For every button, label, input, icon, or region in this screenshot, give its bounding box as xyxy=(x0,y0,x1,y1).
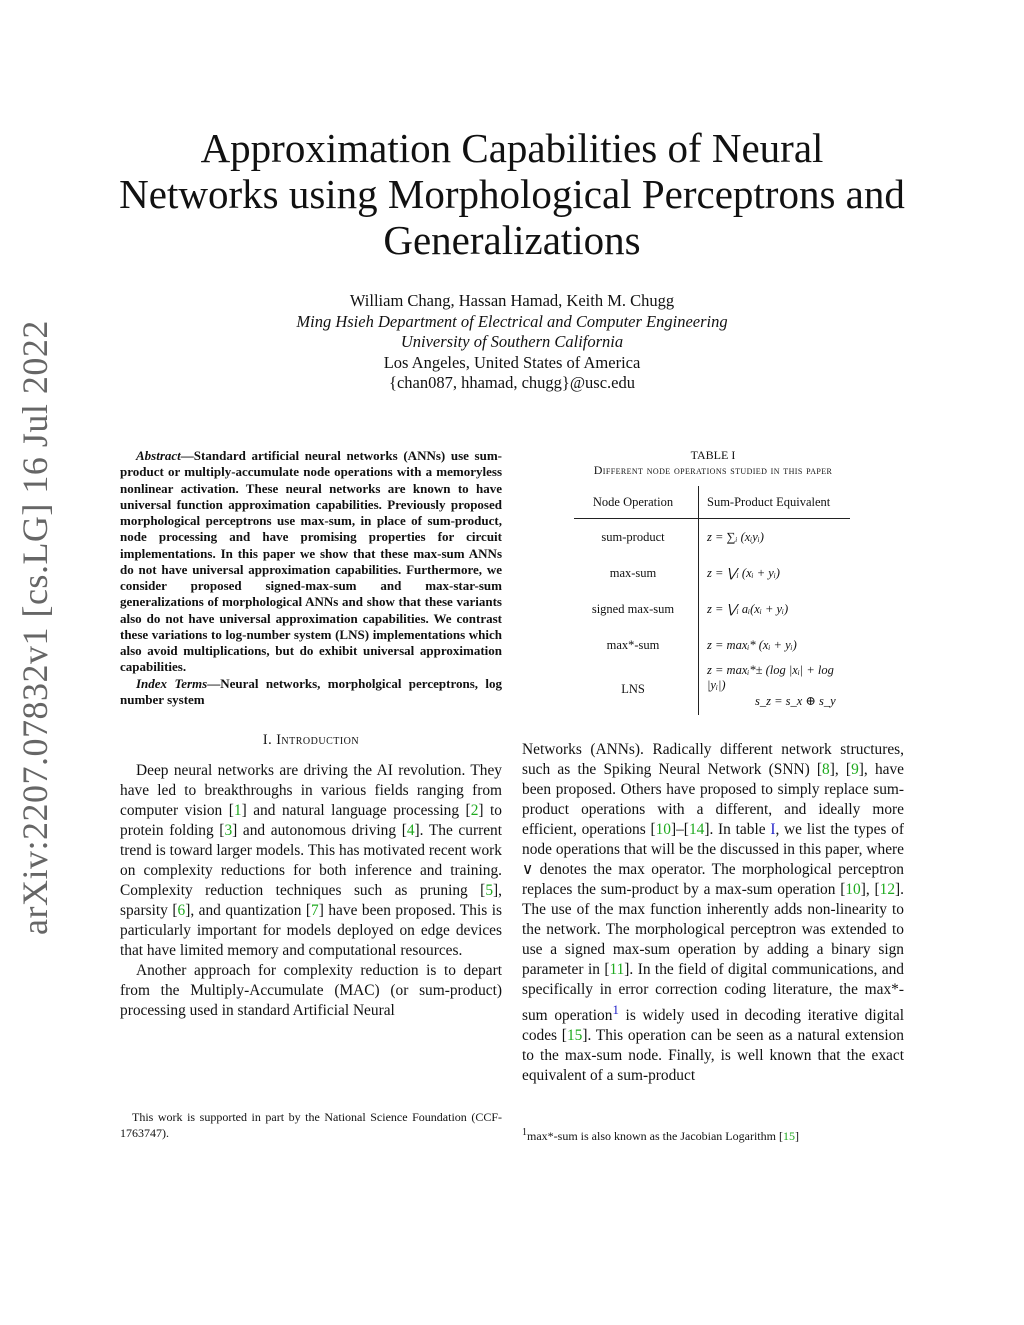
citation-link[interactable]: 5 xyxy=(485,882,494,899)
footnote-jacobian: $^1$max*-sum is also known as the Jacobian Logarithm [15] xyxy=(522,1127,799,1143)
footnote-marker-link[interactable]: 1 xyxy=(612,1003,619,1017)
citation-link[interactable]: 10 xyxy=(845,881,861,898)
lns-equation-line: z = maxᵢ*± (log |xᵢ| + log |yᵢ|) xyxy=(707,663,834,692)
table-title: Different node operations studied in this paper xyxy=(593,463,833,477)
citation-link[interactable]: 6 xyxy=(177,902,186,919)
index-terms-label: Index Terms xyxy=(136,675,208,691)
intro-body xyxy=(120,761,502,1021)
table-header-cell: Sum-Product Equivalent xyxy=(698,486,850,518)
citation-link[interactable]: 15 xyxy=(566,1027,583,1045)
author-emails[interactable]: {chan087, hhamad, chugg}@usc.edu xyxy=(389,373,635,392)
abstract-text: —Standard artificial neural networks (ANNs) use sum-product or multiply-accumulate node operations with a memoryless nonlinear activation. These neural networks are known to have universal function approximation capabilities. Previously proposed morphological perceptrons use max-sum, in place of sum-product, node processing and have promising properties for circuit implementations. In this paper we show that these max-sum ANNs do not have universal approximation capabilities. Furthermore, we consider proposed signed-max-sum and max-star-sum generalizations of morphological ANNs and show that these variants also do not have universal approximation capabilities. We contrast these variations to log-number system (LNS) implementations which also avoid multiplications, but do exhibit universal approximation capabilities. xyxy=(120,448,502,675)
citation-link[interactable]: 11 xyxy=(609,961,625,978)
citation-link[interactable]: 2 xyxy=(470,802,479,819)
title-line: Generalizations xyxy=(383,217,641,263)
title-line: Networks using Morphological Perceptrons and xyxy=(119,171,905,217)
section-heading-introduction xyxy=(120,732,502,749)
table-row xyxy=(574,627,850,663)
arxiv-identifier: arXiv:2207.07832v1 [cs.LG] 16 Jul 2022 xyxy=(15,320,55,935)
lns-sign-line: s_z = s_x ⊕ s_y xyxy=(755,694,836,708)
citation-link[interactable]: 3 xyxy=(224,822,233,839)
table-cell-operation: LNS xyxy=(621,681,645,696)
abstract xyxy=(120,448,502,708)
table-row xyxy=(574,591,850,627)
intro-paragraph-2: Another approach for complexity reduction is to depart from the Multiply-Accumulate (MAC) (or sum-product) processing used in standard Artificial Neural xyxy=(120,962,502,1019)
right-paragraph: Networks (ANNs). Radically different network structures, such as the Spiking Neural Network (SNN) [8], [9], have been proposed. Others have proposed to simply replace sum-product operations with a different, and ideally more efficient, operations [10]–[14]. In table I, we list the types of node operations that will be the discussed in this paper, where ∨ denotes the max operator. The morphological perceptron replaces the sum-product by a max-sum operation [10], [12]. The use of the max function inherently adds non-linearity to the network. The morphological perceptron was extended to use a signed max-sum operation by adding a binary sign parameter in [11]. In the field of digital communications, and specifically in error correction coding literature, the max*-sum operation$^1$ is widely used in decoding iterative digital codes [15]. This operation can be seen as a natural extension to the max-sum node. Finally, is well known that the exact equivalent of a sum-product xyxy=(522,741,905,1085)
table-cell-operation: sum-product xyxy=(601,529,665,544)
citation-link[interactable]: 12 xyxy=(879,881,896,898)
affiliation-location: Los Angeles, United States of America xyxy=(383,352,641,372)
index-terms-text: —Neural networks, morpholgical perceptrons, log number system xyxy=(120,675,503,707)
citation-link[interactable]: 7 xyxy=(311,902,319,919)
table-cell-equivalent: z = ⋁ᵢ (xᵢ + yᵢ) xyxy=(698,555,850,591)
table-row xyxy=(574,663,850,715)
citation-link[interactable]: 8 xyxy=(822,761,830,778)
table-cell-equivalent: z = ∑ᵢ (xᵢyᵢ) xyxy=(698,519,850,555)
affiliation-department: Ming Hsieh Department of Electrical and Computer Engineering xyxy=(296,311,728,331)
citation-link[interactable]: 9 xyxy=(851,761,859,778)
citation-link[interactable]: 15 xyxy=(782,1129,795,1143)
title-line: Approximation Capabilities of Neural xyxy=(200,125,824,171)
footnote-number: 1 xyxy=(522,1127,527,1138)
author-block xyxy=(200,291,824,394)
section-number: I. xyxy=(262,732,277,748)
paper-title xyxy=(80,125,944,263)
left-column xyxy=(120,448,502,1021)
table-number: TABLE I xyxy=(690,448,736,462)
node-operations-table xyxy=(574,486,850,715)
citation-link[interactable]: 4 xyxy=(406,822,415,839)
abstract-label: Abstract xyxy=(136,448,181,463)
table-cell-equivalent xyxy=(698,663,850,715)
citation-link[interactable]: 14 xyxy=(688,821,705,838)
right-column xyxy=(522,448,905,1085)
affiliation-university: University of Southern California xyxy=(400,332,624,351)
table-cell-operation: max-sum xyxy=(609,565,657,580)
table-reference-link[interactable]: I xyxy=(770,821,776,838)
author-names: William Chang, Hassan Hamad, Keith M. Chugg xyxy=(349,291,675,310)
table-row xyxy=(574,555,850,591)
intro-paragraph-1: Deep neural networks are driving the AI revolution. They have led to breakthroughs in various fields ranging from computer vision [1] and natural language processing [2] to protein folding [3] and autonomous driving [4]. The current trend is toward larger models. This has motivated recent work on complexity reductions for both inference and training. Complexity reduction techniques such as pruning [5], sparsity [6], and quantization [7] have been proposed. This is particularly important for models deployed on edge devices that have limited memory and computational resources. xyxy=(120,762,502,959)
table-caption xyxy=(522,448,904,478)
table-header-row xyxy=(574,486,850,518)
table-header-cell: Node Operation xyxy=(592,495,674,509)
section-title: Introduction xyxy=(276,732,360,748)
right-body-text xyxy=(522,740,904,1086)
table-cell-operation: max*-sum xyxy=(606,637,660,652)
table-cell-equivalent: z = maxᵢ* (xᵢ + yᵢ) xyxy=(698,627,850,663)
citation-link[interactable]: 1 xyxy=(233,802,242,819)
table-row xyxy=(574,519,850,555)
funding-footnote: This work is supported in part by the National Science Foundation (CCF-1763747). xyxy=(120,1110,502,1140)
table-cell-operation: signed max-sum xyxy=(591,601,675,616)
table-cell-equivalent: z = ⋁ᵢ aᵢ(xᵢ + yᵢ) xyxy=(698,591,850,627)
citation-link[interactable]: 10 xyxy=(655,821,671,838)
